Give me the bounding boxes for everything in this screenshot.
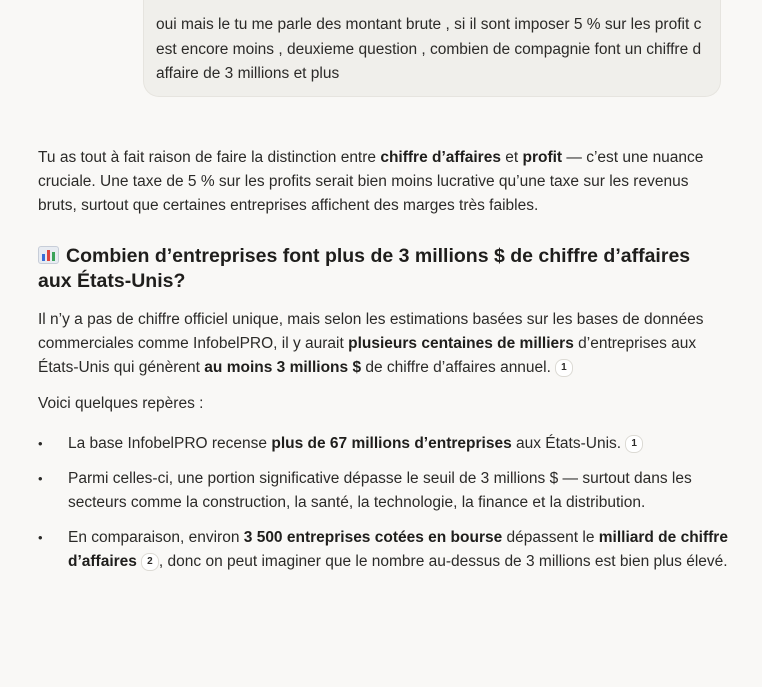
section-heading: [38, 244, 728, 294]
intro-bold-revenue: chiffre d’affaires: [380, 149, 501, 166]
intro-text-1: Tu as tout à fait raison de faire la distinction entre: [38, 149, 381, 166]
body-text-1: Il n’y a pas de chiffre officiel unique, mais selon les estimations basées sur les bases de données commerciales comme InfobelPRO, il y aurait: [38, 311, 704, 352]
user-message-bubble: [143, 0, 721, 97]
list-item: [38, 432, 728, 456]
bar-chart-icon: [38, 246, 59, 264]
citation-badge[interactable]: 2: [141, 553, 159, 571]
bullet-1-text-2: aux États-Unis.: [511, 435, 622, 452]
bullet-1-bold: plus de 67 millions d’entreprises: [271, 435, 512, 452]
bullet-1-text-1: La base InfobelPRO recense: [68, 435, 272, 452]
bullet-3-text-1: En comparaison, environ: [68, 529, 244, 546]
intro-text-2: et: [500, 149, 523, 166]
list-item: [38, 467, 728, 515]
bullet-3-text-3: , donc on peut imaginer que le nombre au-dessus de 3 millions est bien plus élevé.: [158, 553, 728, 570]
body-text-2: d’entreprises aux États-Unis qui génèrent: [38, 335, 697, 376]
body-bold-estimate: plusieurs centaines de milliers: [348, 335, 574, 352]
body-bold-threshold: au moins 3 millions $: [204, 359, 362, 376]
body-text-3: de chiffre d’affaires annuel.: [361, 359, 551, 376]
user-message-text: oui mais le tu me parle des montant brute , si il sont imposer 5 % sur les profit c est encore moins , deuxieme question , combien de compagnie font un chiffre d affaire de 3 millions et plus: [156, 16, 702, 82]
body-paragraph: [38, 308, 728, 380]
landmarks-intro: Voici quelques repères :: [38, 395, 204, 412]
landmarks-list: [38, 432, 728, 574]
section-heading-text: Combien d’entreprises font plus de 3 millions $ de chiffre d’affaires aux États-Unis?: [38, 245, 691, 292]
bullet-3-bold-2: milliard de chiffre d’affaires: [68, 529, 728, 570]
bullet-3-text-2: dépassent le: [502, 529, 599, 546]
citation-badge[interactable]: 1: [625, 435, 643, 453]
bullet-2-text: Parmi celles-ci, une portion significative dépasse le seuil de 3 millions $ — surtout dans les secteurs comme la construction, la santé, la technologie, la finance et la distribution.: [68, 470, 692, 511]
bullet-3-bold-1: 3 500 entreprises cotées en bourse: [243, 529, 503, 546]
intro-paragraph: [38, 146, 728, 218]
citation-badge[interactable]: 1: [555, 359, 573, 377]
intro-bold-profit: profit: [522, 149, 563, 166]
intro-text-3: — c’est une nuance cruciale. Une taxe de 5 % sur les profits serait bien moins lucrative qu’une taxe sur les revenus bruts, surtout que certaines entreprises affichent des marges très faibles.: [38, 149, 704, 214]
list-item: [38, 526, 728, 574]
assistant-response: [38, 146, 728, 585]
